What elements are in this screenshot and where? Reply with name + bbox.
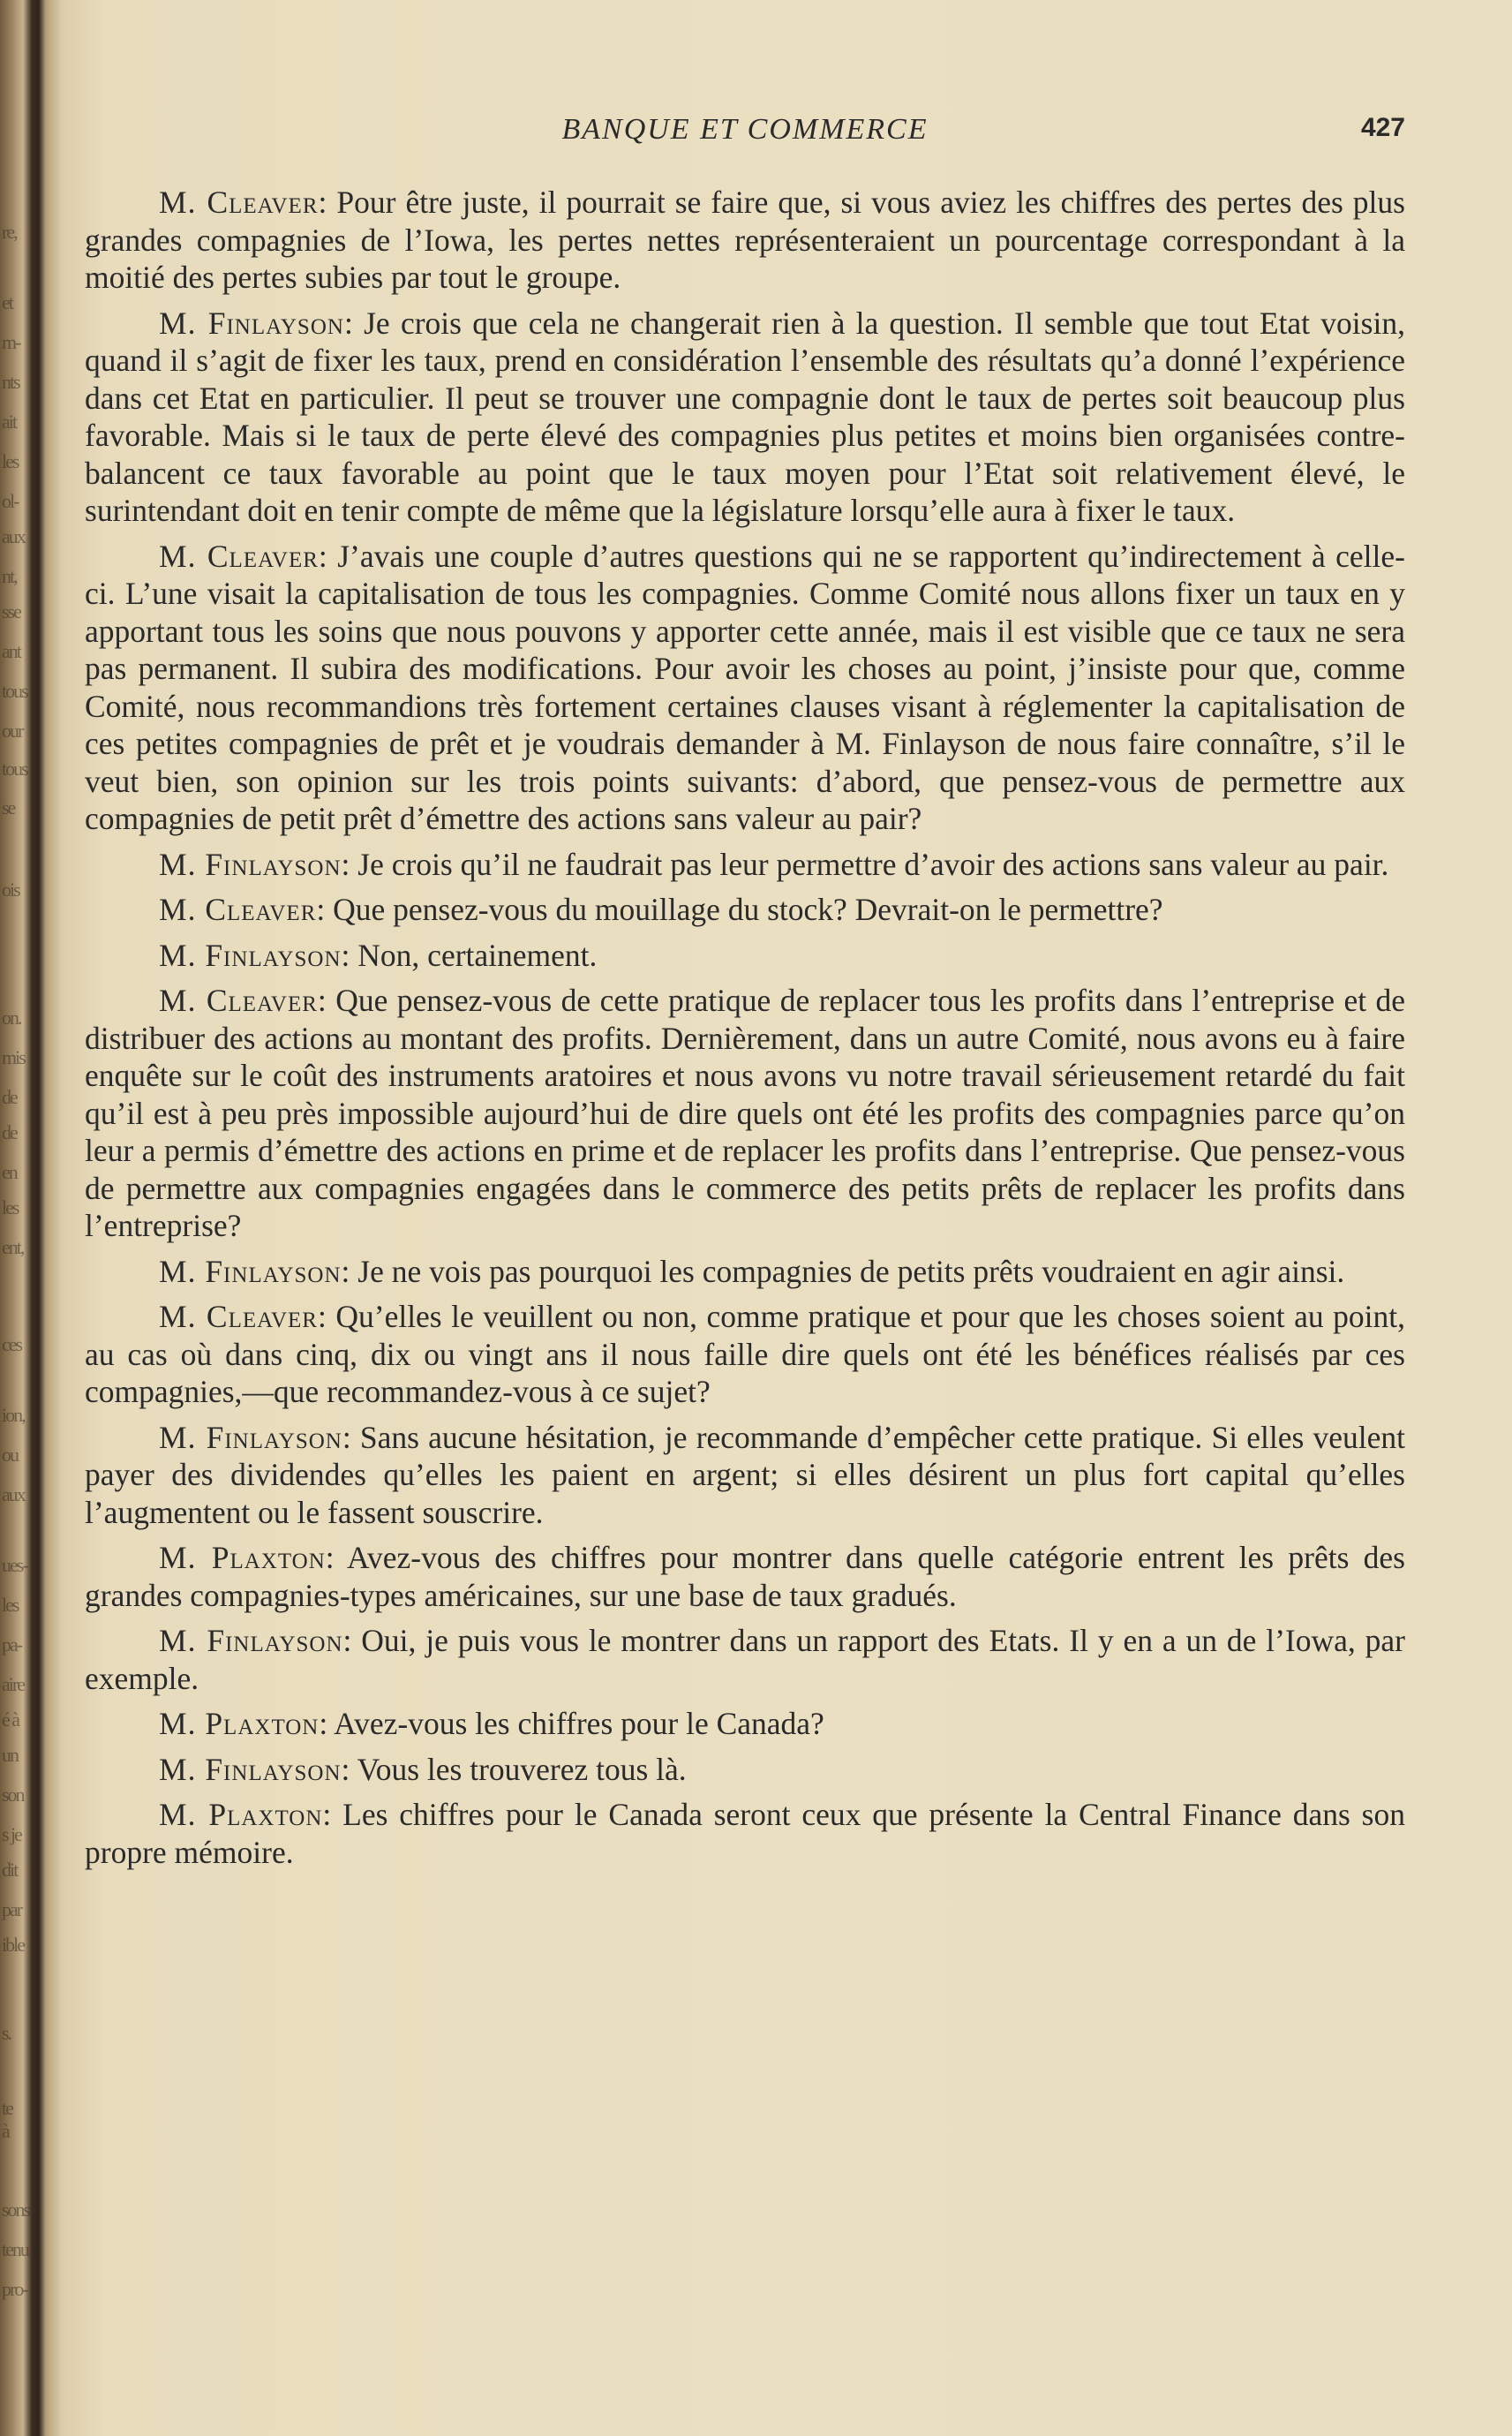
speaker-name: M. Cleaver [159, 538, 319, 574]
speaker-name: M. Cleaver [159, 185, 319, 220]
paragraph-text: Avez-vous des chiffres pour montrer dans quelle catégorie entrent les prêts des grandes compagnies-types américaines, sur une base de taux gradués. [85, 1540, 1406, 1613]
margin-fragment: les [2, 450, 19, 472]
margin-fragment: ant [2, 640, 20, 662]
paragraph-text: Non, certainement. [357, 937, 598, 973]
paragraph: M. Finlayson: Je crois que cela ne changerait rien à la question. Il semble que tout Etat voisin, quand il s’agit de fixer les taux, prend en considération l’ensemble des résultats qu’a donné l’expérience dans cet Etat en particulier. Il peut se trouver une compagnie dont le taux de pertes soit beaucoup plus favorable. Mais si le taux de perte élevé des compagnies plus petites et moins bien organisées contre-balancent ce taux favorable au point que le taux moyen pour l’Etat soit relativement élevé, le surintendant doit en tenir compte de même que la législature lorsqu’elle aura à fixer le taux. [85, 305, 1405, 528]
speaker-name: M. Plaxton [159, 1797, 323, 1832]
margin-fragment: aire [2, 1673, 24, 1695]
margin-fragment: ion, [2, 1404, 25, 1426]
paragraph: M. Finlayson: Je ne vois pas pourquoi les compagnies de petits prêts voudraient en agir ainsi. [159, 1253, 1345, 1289]
paragraph: M. Finlayson: Vous les trouverez tous là. [159, 1751, 687, 1787]
paragraph: M. Plaxton: Les chiffres pour le Canada seront ceux que présente la Central Finance dans son propre mémoire. [85, 1797, 1405, 1870]
paragraph: M. Plaxton: Avez-vous des chiffres pour montrer dans quelle catégorie entrent les prêts des grandes compagnies-types américaines, sur une base de taux gradués. [85, 1540, 1406, 1613]
page-number: 427 [1360, 113, 1405, 142]
paragraph-text: Que pensez-vous de cette pratique de replacer tous les profits dans l’entreprise et de distribuer des actions au montant des profits. Dernièrement, dans un autre Comité, nous avons eu à faire enquête sur le coût des instruments aratoires et nous avons vu notre travail sérieusement retardé du fait qu’il est à peu près impossible aujourd’hui de dire quels ont été les profits des compagnies parce qu’on leur a permis d’émettre des actions en prime et de replacer les profits dans l’entreprise. Que pensez-vous de permettre aux compagnies engagées dans le commerce des petits prêts de replacer les profits dans l’entreprise? [85, 983, 1405, 1243]
margin-fragment: son [2, 1784, 24, 1806]
margin-fragment: pro- [2, 2278, 27, 2300]
paragraph: M. Cleaver: Que pensez-vous de cette pratique de replacer tous les profits dans l’entreprise et de distribuer des actions au montant des profits. Dernièrement, dans un autre Comité, nous avons eu à faire enquête sur le coût des instruments aratoires et nous avons vu notre travail sérieusement retardé du fait qu’il est à peu près impossible aujourd’hui de dire quels ont été les profits des compagnies parce qu’on leur a permis d’émettre des actions en prime et de replacer les profits dans l’entreprise. Que pensez-vous de permettre aux compagnies engagées dans le commerce des petits prêts de replacer les profits dans l’entreprise? [85, 983, 1405, 1243]
margin-fragment: tenu [2, 2238, 28, 2260]
margin-fragment: ues- [2, 1554, 27, 1576]
paragraph: M. Finlayson: Oui, je puis vous le montrer dans un rapport des Etats. Il y en a un de l’Iowa, par exemple. [85, 1623, 1405, 1696]
margin-fragment: ces [2, 1333, 22, 1355]
speaker-name: M. Cleaver [159, 892, 317, 927]
margin-fragment: sse [2, 600, 20, 622]
margin-fragment: ou [2, 1444, 18, 1466]
margin-fragment: nts [2, 371, 19, 393]
speaker-name: M. Finlayson [159, 1253, 342, 1289]
paragraph-text: Vous les trouverez tous là. [357, 1751, 687, 1787]
margin-fragment: ois [2, 879, 19, 901]
running-title: BANQUE ET COMMERCE [561, 113, 929, 146]
paragraph-text: Je crois qu’il ne faudrait pas leur permettre d’avoir des actions sans valeur au pair. [357, 846, 1389, 882]
margin-fragment: on. [2, 1007, 21, 1029]
margin-fragment: re, [2, 221, 17, 243]
speaker-name: M. Finlayson [159, 305, 344, 341]
margin-fragment: dit [2, 1859, 18, 1881]
margin-fragment: tous [2, 680, 27, 702]
margin-fragment: ent, [2, 1236, 24, 1258]
margin-fragment: et [2, 291, 12, 313]
paragraph-text: Pour être juste, il pourrait se faire que, si vous aviez les chiffres des pertes des plus grandes compagnies de l’Iowa, les pertes nettes représenteraient un pourcentage correspondant à la moitié des pertes subies par tout le groupe. [85, 185, 1405, 295]
paragraph-text: Sans aucune hésitation, je recommande d’empêcher cette pratique. Si elles veulent payer des dividendes qu’elles les paient en argent; si elles désirent un plus fort capital qu’elles l’augmentent ou le fassent souscrire. [85, 1419, 1405, 1530]
paragraph: M. Finlayson: Non, certainement. [159, 937, 598, 973]
margin-fragment: les [2, 1594, 19, 1616]
speaker-name: M. Finlayson [159, 1419, 342, 1455]
margin-fragment: de [2, 1086, 17, 1108]
margin-fragment: un [2, 1744, 18, 1766]
paragraph-text: Que pensez-vous du mouillage du stock? Devrait-on le permettre? [333, 892, 1163, 927]
margin-fragment: ol- [2, 490, 19, 512]
speaker-name: M. Cleaver [159, 983, 318, 1018]
transcript-body [85, 184, 1405, 1879]
margin-fragment: m- [2, 331, 20, 353]
speaker-name: M. Plaxton [159, 1540, 326, 1575]
paragraph: M. Cleaver: Pour être juste, il pourrait se faire que, si vous aviez les chiffres des pertes des plus grandes compagnies de l’Iowa, les pertes nettes représenteraient un pourcentage correspondant à la moitié des pertes subies par tout le groupe. [85, 185, 1405, 295]
speaker-name: M. Finlayson [159, 1751, 342, 1787]
speaker-name: M. Finlayson [159, 846, 342, 882]
paragraph-text: J’avais une couple d’autres questions qui ne se rapportent qu’indirectement à celle-ci. L’une visait la capitalisation de tous les compagnies. Comme Comité nous allons fixer un taux en y apportant tous les soins que nous pouvons y apporter cette année, mais il est visible que ce taux ne sera pas permanent. Il subira des modifications. Pour avoir les choses au point, j’insiste pour que, comme Comité, nous recommandions très fortement certaines clauses visant à réglementer la capitalisation de ces petites compagnies de prêt et je voudrais demander à M. Finlayson de nous faire connaître, s’il le veut bien, son opinion sur les trois points suivants: d’abord, que pensez-vous de permettre aux compagnies de petit prêt d’émettre des actions sans valeur au pair? [85, 538, 1405, 836]
margin-fragment: par [2, 1898, 22, 1920]
paragraph: M. Cleaver: Qu’elles le veuillent ou non, comme pratique et pour que les choses soient au point, au cas où dans cinq, dix ou vingt ans il nous faille dire quels ont été les bénéfices réalisés par ces compagnies,—que recommandez-vous à ce sujet? [85, 1299, 1405, 1409]
speaker-name: M. Cleaver [159, 1299, 318, 1334]
margin-fragment: te à [2, 2097, 12, 2142]
paragraph-text: Oui, je puis vous le montrer dans un rapport des Etats. Il y en a un de l’Iowa, par exemple. [85, 1623, 1405, 1696]
margin-fragment: aux [2, 1483, 25, 1505]
paragraph: M. Finlayson: Sans aucune hésitation, je recommande d’empêcher cette pratique. Si elles veulent payer des dividendes qu’elles les paient en argent; si elles désirent un plus fort capital qu’elles l’augmentent ou le fassent souscrire. [85, 1419, 1405, 1530]
margin-fragment: tous [2, 758, 27, 780]
margin-fragment: ible [2, 1934, 24, 1956]
paragraph-text: Les chiffres pour le Canada seront ceux que présente la Central Finance dans son propre mémoire. [85, 1797, 1405, 1870]
margin-fragment: se [2, 796, 15, 818]
paragraph: M. Cleaver: J’avais une couple d’autres questions qui ne se rapportent qu’indirectement à celle-ci. L’une visait la capitalisation de tous les compagnies. Comme Comité nous allons fixer un taux en y apportant tous les soins que nous pouvons y apporter cette année, mais il est visible que ce taux ne sera pas permanent. Il subira des modifications. Pour avoir les choses au point, j’insiste pour que, comme Comité, nous recommandions très fortement certaines clauses visant à réglementer la capitalisation de ces petites compagnies de prêt et je voudrais demander à M. Finlayson de nous faire connaître, s’il le veut bien, son opinion sur les trois points suivants: d’abord, que pensez-vous de permettre aux compagnies de petit prêt d’émettre des actions sans valeur au pair? [85, 538, 1405, 836]
margin-fragment: é à [2, 1708, 19, 1731]
page-header [85, 113, 1405, 157]
margin-fragment: en [2, 1161, 17, 1183]
paragraph-text: Je ne vois pas pourquoi les compagnies de petits prêts voudraient en agir ainsi. [357, 1253, 1345, 1289]
speaker-name: M. Plaxton [159, 1706, 320, 1741]
paragraph: M. Plaxton: Avez-vous les chiffres pour le Canada? [159, 1706, 824, 1741]
speaker-name: M. Finlayson [159, 937, 342, 973]
paragraph: M. Cleaver: Que pensez-vous du mouillage du stock? Devrait-on le permettre? [159, 892, 1163, 927]
speaker-name: M. Finlayson [159, 1623, 343, 1658]
margin-fragment: nt, [2, 565, 17, 587]
paragraph-text: Qu’elles le veuillent ou non, comme pratique et pour que les choses soient au point, au cas où dans cinq, dix ou vingt ans il nous faille dire quels ont été les bénéfices réalisés par ces compagnies,—que recommandez-vous à ce sujet? [85, 1299, 1405, 1409]
margin-fragment: our [2, 720, 23, 742]
margin-fragment: s. [2, 2022, 11, 2044]
margin-fragment: mis [2, 1046, 25, 1068]
margin-fragment: sons [2, 2198, 30, 2221]
paragraph-text: Je crois que cela ne changerait rien à la question. Il semble que tout Etat voisin, quand il s’agit de fixer les taux, prend en considération l’ensemble des résultats qu’a donné l’expérience dans cet Etat en particulier. Il peut se trouver une compagnie dont le taux de pertes soit beaucoup plus favorable. Mais si le taux de perte élevé des compagnies plus petites et moins bien organisées contre-balancent ce taux favorable au point que le taux moyen pour l’Etat soit relativement élevé, le surintendant doit en tenir compte de même que la législature lorsqu’elle aura à fixer le taux. [85, 305, 1405, 528]
margin-fragment: de [2, 1121, 17, 1143]
margin-fragment: pa- [2, 1633, 22, 1655]
margin-fragment: aux [2, 525, 25, 547]
paragraph: M. Finlayson: Je crois qu’il ne faudrait pas leur permettre d’avoir des actions sans valeur au pair. [159, 846, 1389, 882]
margin-fragment: les [2, 1196, 19, 1218]
facing-page-bleed [0, 0, 30, 2436]
margin-fragment: ait [2, 411, 16, 433]
paragraph-text: Avez-vous les chiffres pour le Canada? [334, 1706, 824, 1741]
margin-fragment: s je [2, 1823, 21, 1845]
